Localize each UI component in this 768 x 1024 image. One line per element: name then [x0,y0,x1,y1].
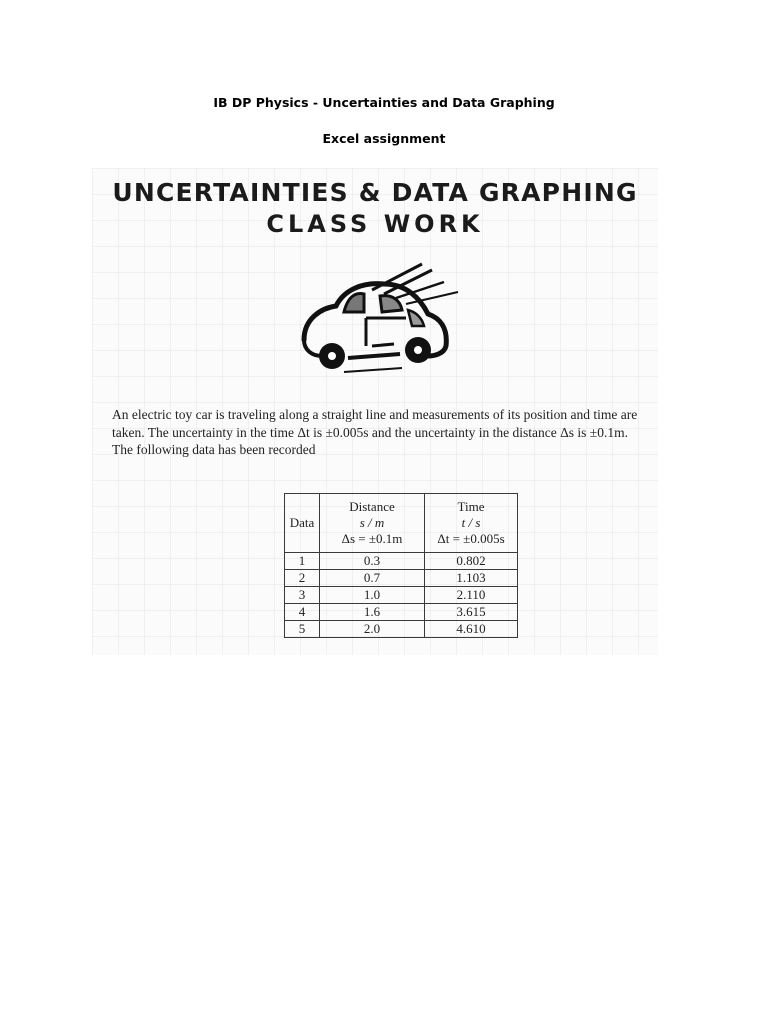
time-cell: 0.802 [425,553,518,570]
table-row [285,587,518,604]
worksheet-subheading: CLASS WORK [266,210,484,238]
time-cell: 3.615 [425,604,518,621]
table-row [285,553,518,570]
time-cell: 2.110 [425,587,518,604]
problem-statement [112,406,658,459]
time-unit: t / s [461,515,481,530]
distance-unit: s / m [359,515,385,530]
time-name: Time [457,499,485,514]
distance-cell: 1.6 [320,604,425,621]
data-index-cell: 1 [285,553,320,570]
table-row [285,570,518,587]
problem-line: The following data has been recorded [112,442,316,457]
document-subtitle: Excel assignment [322,131,446,146]
measurement-table [284,493,518,638]
distance-name: Distance [349,499,395,514]
toy-car-icon [294,260,464,380]
header-data: Data [285,494,320,553]
time-cell: 1.103 [425,570,518,587]
table-row [285,621,518,638]
time-uncertainty: Δt = ±0.005s [437,531,505,546]
table-row [285,604,518,621]
data-index-cell: 3 [285,587,320,604]
distance-cell: 2.0 [320,621,425,638]
header-distance [320,494,425,553]
distance-cell: 1.0 [320,587,425,604]
time-cell: 4.610 [425,621,518,638]
scanned-worksheet [92,168,658,655]
data-index-cell: 5 [285,621,320,638]
distance-cell: 0.3 [320,553,425,570]
distance-cell: 0.7 [320,570,425,587]
problem-line: An electric toy car is traveling along a straight line and measurements of its position and time are [112,407,638,422]
worksheet-heading: UNCERTAINTIES & DATA GRAPHING [112,178,638,207]
data-index-cell: 4 [285,604,320,621]
distance-uncertainty: Δs = ±0.1m [341,531,403,546]
problem-line: taken. The uncertainty in the time Δt is ±0.005s and the uncertainty in the distance Δs is ±0.1m. [112,424,628,440]
document-title: IB DP Physics - Uncertainties and Data Graphing [213,95,555,110]
data-index-cell: 2 [285,570,320,587]
header-time [425,494,518,553]
